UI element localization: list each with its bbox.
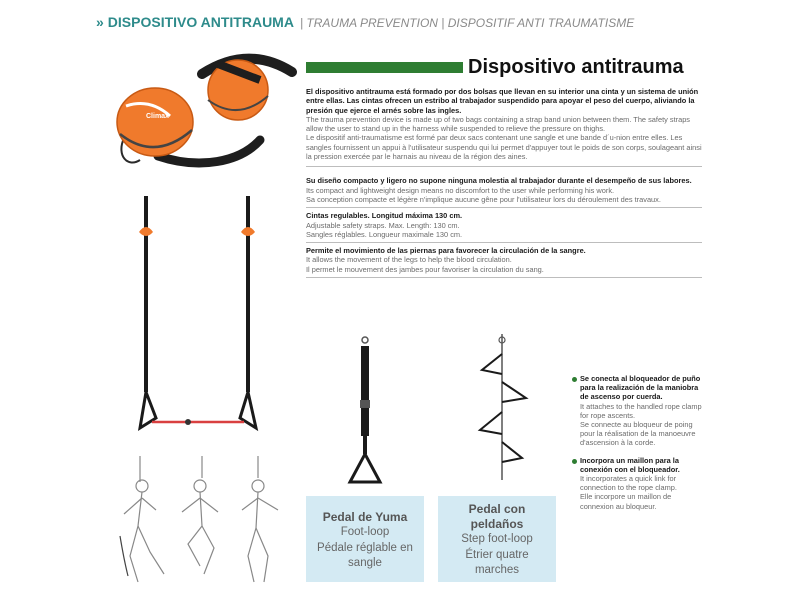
text-en: Its compact and lightweight design means no discomfort to the user while performing his work. [306, 185, 615, 195]
text-fr: Sangles réglables. Longueur maximale 130 cm. [306, 229, 463, 239]
text-fr: Se connecte au bloqueur de poing pour la réalisation de la manoeuvre d'ascension à la corde. [580, 420, 696, 448]
card-title: peldaños [470, 517, 524, 531]
list-item [572, 374, 704, 448]
description-block [306, 84, 702, 278]
header-title: DISPOSITIVO ANTITRAUMA [107, 14, 294, 30]
text-en: It allows the movement of the legs to help the blood circulation. [306, 255, 512, 265]
bullet-icon [572, 459, 577, 464]
brand-logo: Climax [146, 113, 169, 120]
step-pedal-image [476, 334, 536, 484]
feature-section [306, 173, 702, 208]
description-section [306, 84, 702, 167]
step-pedal-card [438, 496, 556, 582]
text-fr: Le dispositif anti-traumatisme est formé par deux sacs contenant une sangle et une bande d´u-nion entre elles. Les sangles fournissent un appui à l'utilisateur suspendu qui lui permet d'appuyer tout le poids de son corps, soulageant ainsi la pression exercée par le harnais au niveau de la région des aines. [306, 133, 702, 162]
text-en: It incorporates a quick link for connection to the rope clamp. [580, 474, 677, 493]
feature-section [306, 208, 702, 243]
text-en: It attaches to the handled rope clamp for rope ascents. [580, 401, 702, 420]
extended-straps-image [130, 196, 270, 436]
text-es: Su diseño compacto y ligero no supone ninguna molestia al trabajador durante el desempeño de sus labores. [306, 176, 692, 186]
bullet-icon [572, 377, 577, 382]
page-title: Dispositivo antitrauma [468, 56, 684, 78]
card-title: Pedal con [468, 502, 526, 516]
feature-section [306, 243, 702, 278]
section-header [96, 14, 634, 30]
text-fr: Il permet le mouvement des jambes pour favoriser la circulation du sang. [306, 264, 544, 274]
harness-usage-sketches [108, 456, 300, 586]
card-line: Step foot-loop [461, 533, 533, 545]
card-line: Foot-loop [340, 526, 390, 538]
text-fr: Elle incorpore un maillon de connexion au bloqueur. [580, 492, 672, 511]
title-accent-bar [306, 62, 463, 73]
text-es: Permite el movimiento de las piernas para favorecer la circulación de la sangre. [306, 246, 586, 256]
card-line: Étrier quatre [465, 548, 529, 561]
chevron-icon: » [96, 14, 104, 30]
card-line: Pédale réglable en [317, 541, 413, 554]
card-line: marches [474, 564, 520, 576]
text-en: The trauma prevention device is made up of two bags containing a strap band union between them. The safety straps allow the user to stand up in the harness while suspended to relieve the pressure on thighs. [306, 114, 690, 134]
feature-bullets [572, 374, 704, 519]
text-fr: Sa conception compacte et légère n'implique aucune gêne pour l'utilisateur lors du déroulement des travaux. [306, 194, 661, 204]
card-title: Pedal de Yuma [322, 510, 408, 524]
text-es: Se conecta al bloqueador de puño para la realización de la maniobra de ascenso por cuerda. [580, 374, 701, 402]
text-en: Adjustable safety straps. Max. Length: 130 cm. [306, 220, 460, 230]
text-es: Cintas regulables. Longitud máxima 130 cm. [306, 211, 463, 221]
yuma-pedal-image [340, 336, 390, 486]
yuma-pedal-card [306, 496, 424, 582]
list-item [572, 456, 704, 511]
header-subtitle: | TRAUMA PREVENTION | DISPOSITIF ANTI TRAUMATISME [299, 16, 635, 30]
antitrauma-bags-image [110, 44, 310, 174]
text-es: El dispositivo antitrauma está formado por dos bolsas que llevan en su interior una cinta y un sistema de unión entre ellas. Las cintas ofrecen un estribo al trabajador suspendido para apoyar el peso del cuerpo, aliviando la presión que ejerce el arnés sobre las ingles. [306, 87, 699, 115]
text-es: Incorpora un maillon para la conexión con el bloqueador. [580, 455, 680, 474]
card-line: sangle [348, 557, 382, 569]
